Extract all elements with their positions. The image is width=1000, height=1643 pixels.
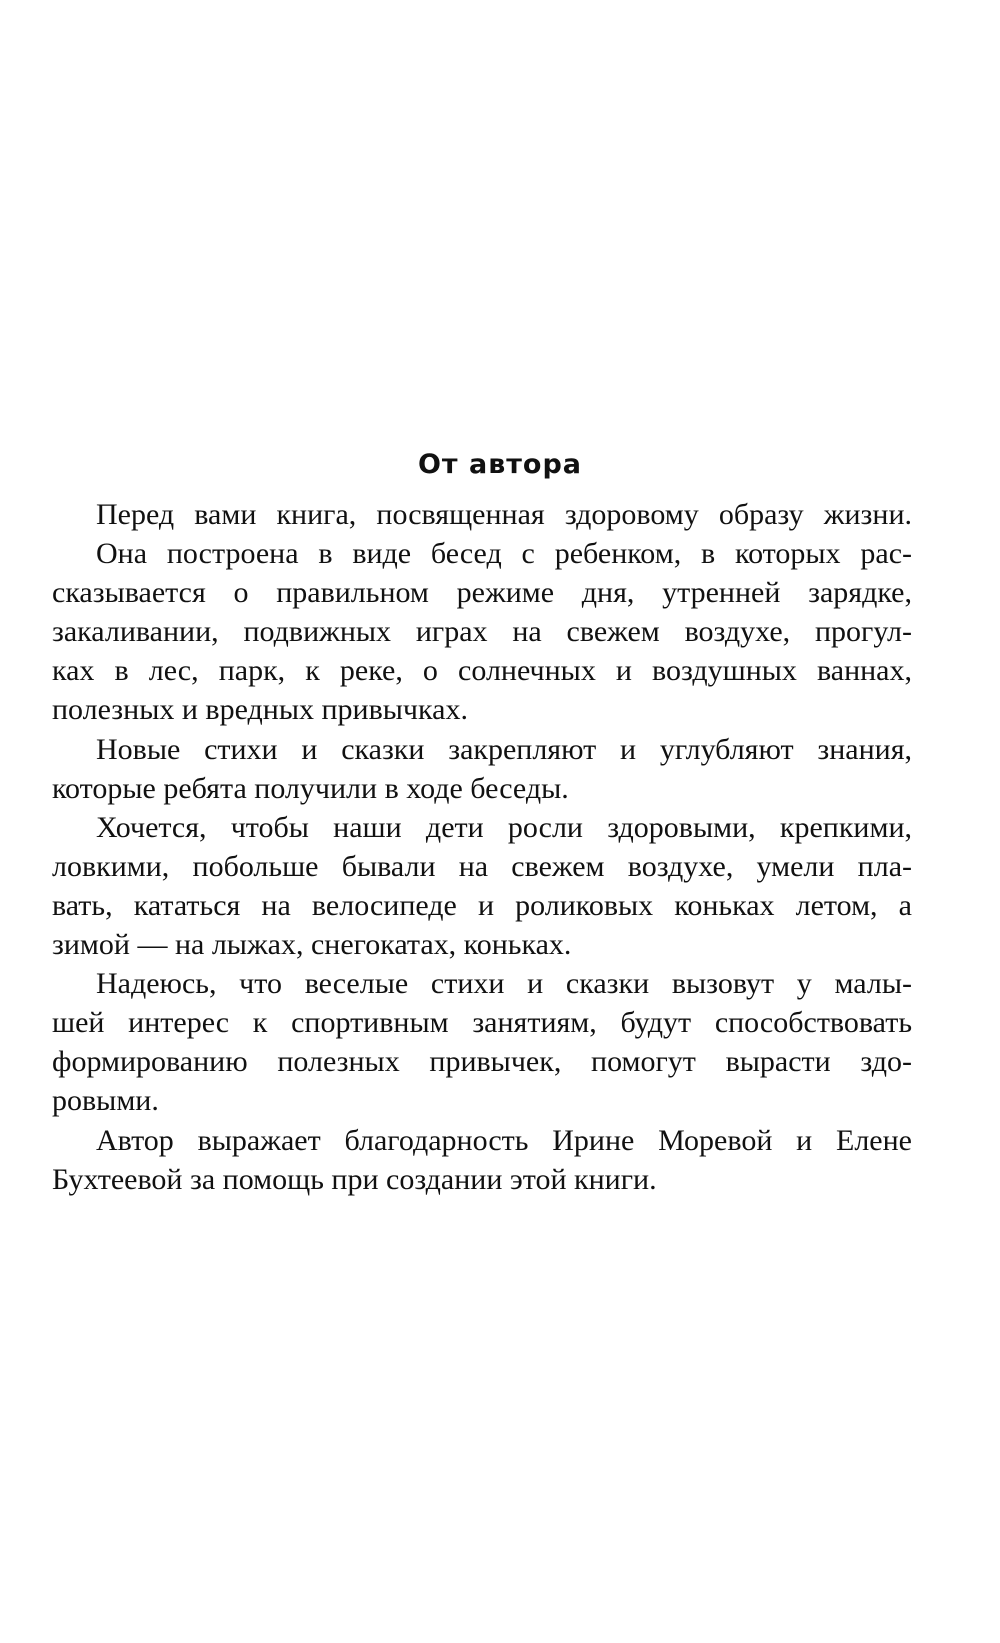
- text-line: ловкими, побольше бывали на свежем воздухе, умели пла-: [52, 849, 912, 883]
- text-line: Автор выражает благодарность Ирине Моревой и Елене: [96, 1123, 912, 1157]
- page-title: От автора: [417, 449, 583, 480]
- text-line: сказывается о правильном режиме дня, утренней зарядке,: [52, 576, 912, 610]
- text-line: формированию полезных привычек, помогут вырасти здо-: [52, 1045, 912, 1079]
- body-text: [52, 495, 912, 1199]
- text-line: вать, кататься на велосипеде и роликовых коньках летом, а: [52, 888, 912, 922]
- text-line: Надеюсь, что веселые стихи и сказки вызовут у малы-: [96, 967, 912, 1001]
- text-line: ках в лес, парк, к реке, о солнечных и воздушных ваннах,: [52, 654, 912, 688]
- text-line: которые ребята получили в ходе беседы.: [52, 771, 569, 805]
- text-line: шей интерес к спортивным занятиям, будут способствовать: [52, 1006, 912, 1040]
- text-line: закаливании, подвижных играх на свежем воздухе, прогул-: [52, 615, 912, 649]
- text-line: зимой — на лыжах, снегокатах, коньках.: [52, 928, 572, 962]
- text-line: ровыми.: [52, 1084, 159, 1118]
- text-line: полезных и вредных привычках.: [52, 693, 468, 727]
- text-line: Хочется, чтобы наши дети росли здоровыми, крепкими,: [96, 810, 912, 844]
- text-line: Она построена в виде бесед с ребенком, в которых рас-: [96, 537, 912, 571]
- text-line: Бухтеевой за помощь при создании этой книги.: [52, 1162, 657, 1196]
- text-line: Перед вами книга, посвященная здоровому образу жизни.: [96, 498, 912, 531]
- text-line: Новые стихи и сказки закрепляют и углубляют знания,: [96, 732, 912, 766]
